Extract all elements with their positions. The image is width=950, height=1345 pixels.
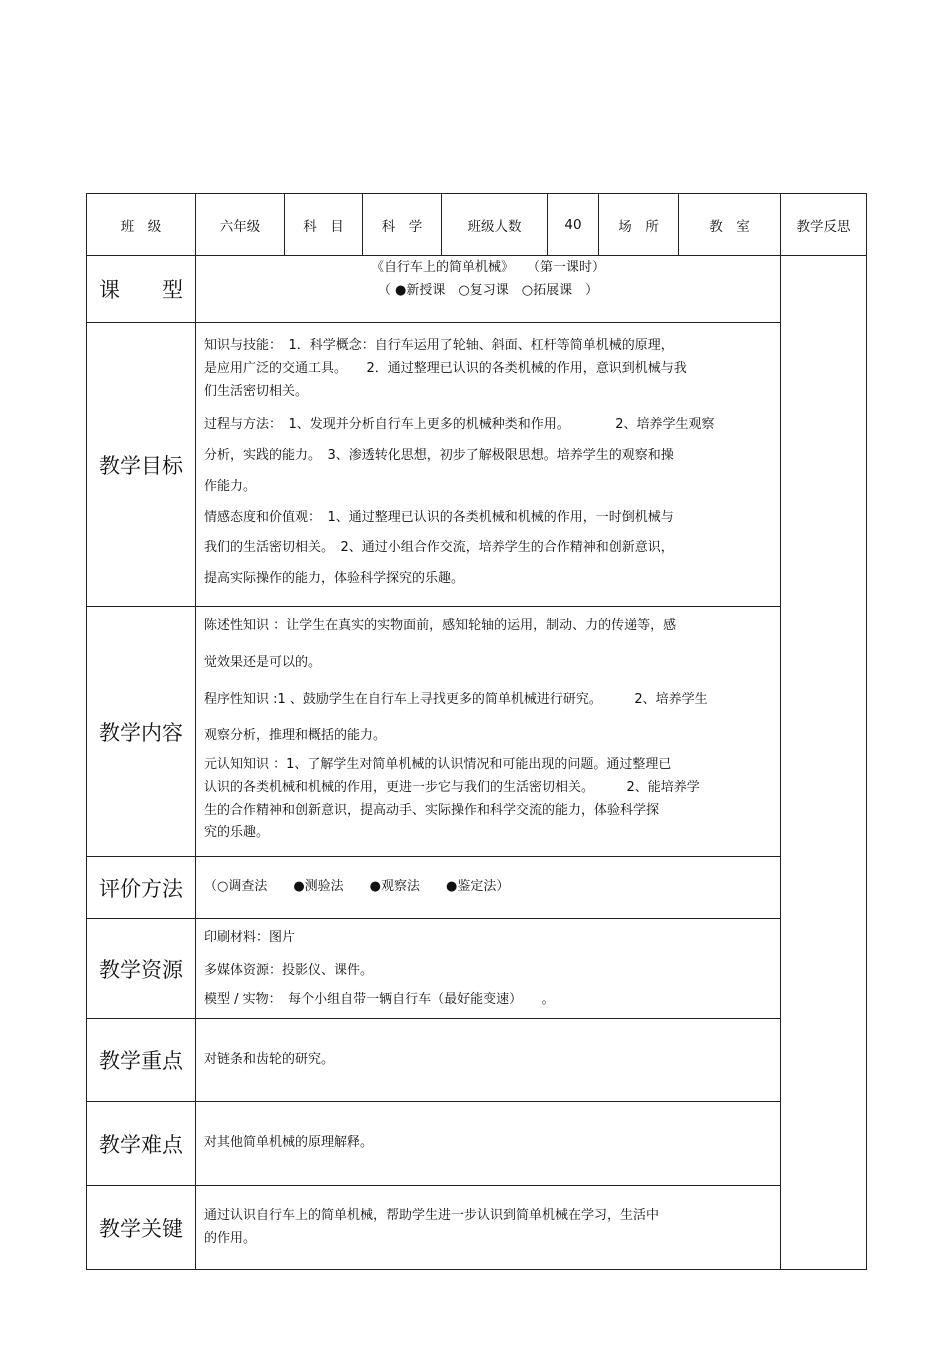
objective-line: 是应用广泛的交通工具。 2．通过整理已认识的各类机械的作用，意识到机械与我 <box>204 360 687 376</box>
objectives-row <box>87 323 867 607</box>
objective-line: 我们的生活密切相关。 2、通过小组合作交流，培养学生的合作精神和创新意识， <box>204 540 674 556</box>
lesson-type-content <box>196 256 781 323</box>
objective-line: 过程与方法： 1、发现并分析自行车上更多的机械种类和作用。 2、培养学生观察 <box>204 417 715 433</box>
objective-line: 提高实际操作的能力，体验科学探究的乐趣。 <box>204 571 465 586</box>
difficulty-text: 对其他简单机械的原理解释。 <box>204 1135 374 1151</box>
content-label: 教学内容 <box>87 607 196 857</box>
place-value: 教 室 <box>679 194 781 256</box>
content-body <box>196 607 781 857</box>
objectives-content <box>196 323 781 607</box>
resource-line: 印刷材料：图片 <box>204 930 296 945</box>
objective-line: 们生活密切相关。 <box>204 383 309 399</box>
objective-line: 作能力。 <box>204 478 257 494</box>
key-point-label: 教学重点 <box>87 1019 196 1102</box>
lesson-title: 《自行车上的简单机械》 （第一课时） <box>370 260 605 275</box>
class-value: 六年级 <box>196 194 285 256</box>
content-line: 观察分析，推理和概括的能力。 <box>204 728 387 744</box>
key-line: 通过认识自行车上的简单机械，帮助学生进一步认识到简单机械在学习，生活中 <box>204 1207 660 1223</box>
class-count-value: 40 <box>548 194 599 256</box>
resources-label: 教学资源 <box>87 919 196 1019</box>
class-label: 班 级 <box>87 194 196 256</box>
objective-line: 知识与技能： 1．科学概念：自行车运用了轮轴、斜面、杠杆等简单机械的原理， <box>204 338 674 353</box>
resource-line: 模型 / 实物： 每个小组自带一辆自行车（最好能变速） 。 <box>204 991 555 1007</box>
lesson-type-options: （ ●新授课 ○复习课 ○拓展课 ） <box>377 283 599 299</box>
content-line: 程序性知识 :1 、鼓励学生在自行车上寻找更多的简单机械进行研究。 2、培养学生 <box>204 691 708 707</box>
place-label: 场 所 <box>599 194 679 256</box>
objective-line: 分析，实践的能力。 3、渗透转化思想，初步了解极限思想。培养学生的观察和操 <box>204 448 674 463</box>
class-count-label: 班级人数 <box>442 194 548 256</box>
key-point-row <box>87 1019 867 1102</box>
content-line: 认识的各类机械和机械的作用，更进一步它与我们的生活密切相关。 2、能培养学 <box>204 779 700 795</box>
key-point-content <box>196 1019 781 1102</box>
key-point-text: 对链条和齿轮的研究。 <box>204 1051 335 1067</box>
evaluation-text: （○调查法 ●测验法 ●观察法 ●鉴定法） <box>204 879 510 895</box>
key-label: 教学关键 <box>87 1186 196 1270</box>
lesson-type-label: 课 型 <box>87 256 196 323</box>
reflection-label: 教学反思 <box>781 194 867 256</box>
key-content <box>196 1186 781 1270</box>
reflection-cell <box>781 256 867 1270</box>
evaluation-content <box>196 857 781 919</box>
key-line: 的作用。 <box>204 1230 257 1246</box>
difficulty-row <box>87 1102 867 1186</box>
resource-line: 多媒体资源：投影仪、课件。 <box>204 962 374 978</box>
objective-line: 情感态度和价值观： 1、通过整理已认识的各类机械和机械的作用，一时倒机械与 <box>204 509 674 525</box>
difficulty-label: 教学难点 <box>87 1102 196 1186</box>
content-line: 究的乐趣。 <box>204 825 270 841</box>
content-line: 生的合作精神和创新意识，提高动手、实际操作和科学交流的能力，体验科学探 <box>204 802 660 818</box>
lesson-type-row <box>87 256 867 323</box>
key-row <box>87 1186 867 1270</box>
content-line: 陈述性知识 ：让学生在真实的实物面前，感知轮轴的运用，制动、力的传递等，感 <box>204 618 677 633</box>
evaluation-label: 评价方法 <box>87 857 196 919</box>
lesson-plan-table <box>86 193 867 1270</box>
header-row <box>87 194 867 256</box>
resources-content <box>196 919 781 1019</box>
subject-value: 科 学 <box>363 194 442 256</box>
resources-row <box>87 919 867 1019</box>
difficulty-content <box>196 1102 781 1186</box>
content-line: 元认知知识 ：1、了解学生对简单机械的认识情况和可能出现的问题。通过整理已 <box>204 757 672 772</box>
content-row <box>87 607 867 857</box>
content-line: 觉效果还是可以的。 <box>204 654 322 670</box>
objectives-label: 教学目标 <box>87 323 196 607</box>
subject-label: 科 目 <box>285 194 363 256</box>
evaluation-row <box>87 857 867 919</box>
